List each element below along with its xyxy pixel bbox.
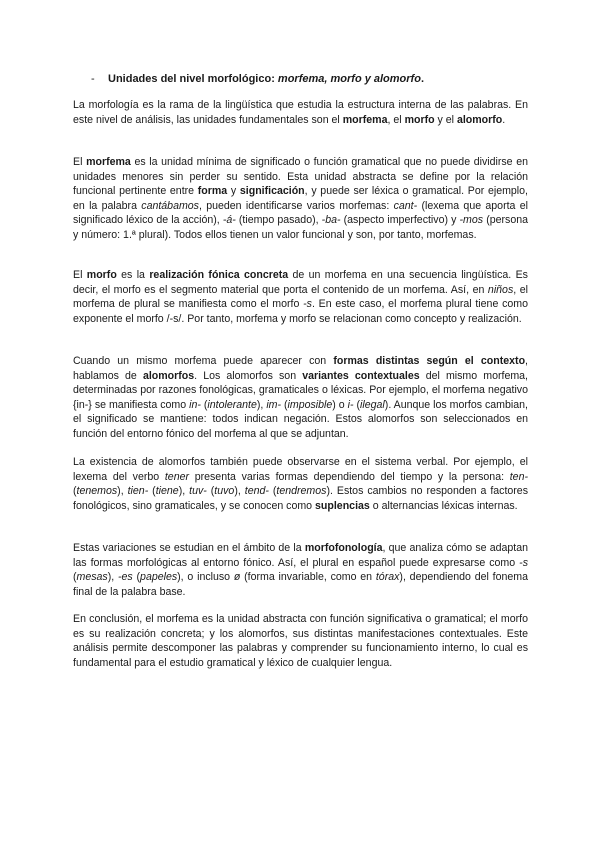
section-heading [91, 72, 531, 86]
bold-term: suplencias [315, 499, 370, 512]
text-run: . Los alomorfos son [194, 369, 303, 382]
bold-term: formas distintas según el contexto [333, 355, 526, 367]
text-run: (persona y número: 1.ª plural). Todos ellos tienen un valor funcional y son, por tanto, morfemas. [73, 214, 528, 241]
italic-example: -s [303, 298, 312, 311]
text-run: , y puede ser léxica o gramatical. Por ejemplo, en la palabra [73, 185, 528, 212]
italic-example: tórax [375, 571, 400, 584]
italic-example: papeles [140, 571, 178, 584]
bold-term: alomorfos [142, 369, 195, 382]
italic-example: tuv- [189, 485, 207, 498]
text-run: ), [234, 485, 245, 498]
text-run: es la [116, 269, 150, 281]
italic-example: -ba- [321, 214, 341, 227]
italic-example: -s [519, 556, 528, 569]
text-run: ), o incluso [177, 571, 234, 584]
text-run: y el [434, 113, 457, 126]
bold-term: morfema [342, 113, 388, 126]
text-run: ), [178, 485, 190, 498]
italic-example: niños [487, 283, 514, 296]
italic-example: cantábamos [141, 199, 199, 212]
bold-term: morfo [404, 113, 435, 126]
text-run: y [227, 185, 240, 198]
text-run: Estas variaciones se estudian en el ámbito de la [73, 542, 305, 554]
text-run: ( [148, 485, 156, 498]
heading-prefix: Unidades del nivel morfológico: [108, 73, 278, 85]
text-run: ( [132, 571, 141, 584]
italic-example: tuvo [214, 485, 235, 498]
paragraph-sistema-verbal [73, 455, 528, 513]
text-run: ( [200, 398, 208, 411]
text-run: La morfología es la rama de la lingüística que estudia la estructura interna de las palabras. En este nivel de análisis, las unidades fundamentales son el [73, 99, 528, 126]
italic-example: tenemos [76, 485, 118, 498]
bold-term: forma [197, 185, 228, 198]
bold-term: realización fónica concreta [149, 269, 289, 281]
italic-example: mesas [76, 571, 108, 584]
paragraph-alomorfos [73, 354, 528, 442]
text-run: ( [268, 485, 277, 498]
text-run: (aspecto imperfectivo) y [340, 214, 460, 227]
heading-suffix: . [420, 73, 425, 85]
bold-term: alomorfo [456, 113, 503, 126]
text-run: (forma invariable, como en [240, 571, 376, 584]
text-run: ), [256, 398, 267, 411]
italic-example: ø [233, 571, 241, 584]
bold-term: variantes contextuales [302, 369, 420, 382]
text-run: ( [206, 485, 215, 498]
text-run: Cuando un mismo morfema puede aparecer con [73, 355, 334, 367]
text-run: , el [387, 113, 405, 126]
text-run: El [73, 156, 87, 168]
text-run: presenta varias formas dependiendo del tiempo y la persona: [189, 470, 510, 483]
italic-example: tiene [155, 485, 179, 498]
italic-example: tend- [244, 485, 269, 498]
paragraph-morfo [73, 268, 528, 326]
italic-example: ten- [509, 470, 528, 483]
italic-example: -á- [222, 214, 236, 227]
bold-term: significación [239, 185, 305, 198]
text-run: , hablamos de [73, 355, 528, 382]
text-run: ( [73, 571, 77, 584]
text-run: ), [107, 571, 118, 584]
text-run: La existencia de alomorfos también puede observarse en el sistema verbal. Por ejemplo, el lexema del verbo [73, 456, 528, 483]
italic-example: tener [164, 470, 190, 483]
text-run: En conclusión, el morfema es la unidad abstracta con función significativa o gramatical; el morfo es su realización concreta; y los alomorfos, sus distintas manifestaciones contextuales. Este análisis permite descomponer las palabras y comprender su funcionamiento interno, lo cual es fundamental para el estudio gramatical y léxico de cualquier lengua. [73, 613, 528, 669]
italic-example: in- [189, 398, 201, 411]
text-run: ). Estos cambios no responden a factores fonológicos, sino gramaticales, y se conocen como [73, 485, 528, 512]
text-run: . En este caso, el morfema plural tiene como exponente el morfo /-s/. Por tanto, morfema y morfo se relacionan como concepto y realización. [73, 298, 528, 325]
paragraph-morfofonologia [73, 541, 528, 599]
text-run: , pueden identificarse varios morfemas: [198, 199, 394, 212]
text-run: del mismo morfema, determinadas por razones fonológicas, gramaticales o léxicas. Por ejemplo, el morfema negativo {in-} se manifiesta como [73, 369, 528, 411]
text-run: ( [73, 485, 77, 498]
heading-emphasis: morfema, morfo y alomorfo [277, 73, 421, 85]
text-run: (tiempo pasado), [235, 214, 322, 227]
paragraph-intro [73, 98, 528, 127]
paragraph-morfema [73, 155, 528, 243]
text-run: . [502, 113, 506, 126]
italic-example: tien- [127, 485, 149, 498]
text-run: ), dependiendo del fonema final de la palabra base. [73, 571, 528, 598]
text-run: o alternancias léxicas internas. [369, 499, 518, 512]
italic-example: im- [266, 398, 282, 411]
bold-term: morfofonología [304, 542, 383, 554]
paragraph-conclusion [73, 612, 528, 670]
text-run: ( [281, 398, 288, 411]
italic-example: -mos [459, 214, 484, 227]
text-run: ), [117, 485, 128, 498]
italic-example: -es [118, 571, 133, 584]
italic-example: intolerante [207, 398, 257, 411]
italic-example: ilegal [360, 398, 385, 411]
italic-example: tendremos [276, 485, 327, 498]
italic-example: imposible [287, 398, 333, 411]
italic-example: cant- [393, 199, 418, 212]
text-run: (lexema que aporta el significado léxico de la acción), [73, 199, 528, 227]
text-run: de un morfema en una secuencia lingüística. Es decir, el morfo es el segmento material que porta el contenido de un morfema. Así, en [73, 269, 528, 296]
text-run: es la unidad mínima de significado o función gramatical que no puede dividirse en unidades menores sin perder su sentido. Esta unidad abstracta se define por la relación funcional pertinente entre [73, 156, 528, 198]
text-run: ( [353, 398, 361, 411]
bold-term: morfo [86, 269, 117, 281]
italic-example: i- [347, 398, 354, 411]
heading-bullet: - [91, 73, 95, 85]
text-run: ). Aunque los morfos cambian, el significado se mantiene: todos indican negación. Estos alomorfos son seleccionados en función del entorno fónico del morfema al que se adjuntan. [73, 398, 528, 440]
text-run: , que analiza cómo se adaptan las formas morfológicas al entorno fónico. Así, el plural en español puede expresarse como [73, 542, 529, 569]
text-run: ) o [332, 398, 348, 411]
bold-term: morfema [86, 156, 131, 168]
text-run: , el morfema de plural se manifiesta como el morfo [73, 283, 528, 311]
text-run: El [73, 269, 87, 281]
